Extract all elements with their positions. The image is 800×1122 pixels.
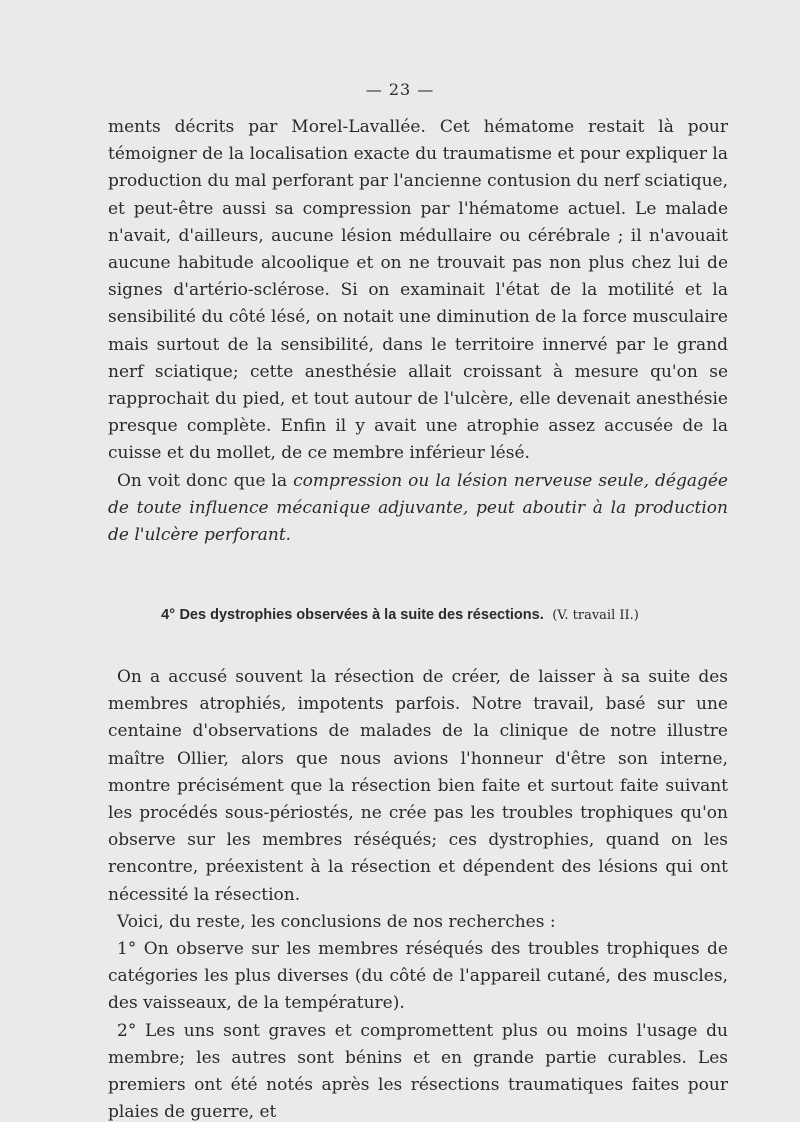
paragraph: On a accusé souvent la résection de créer, de laisser à sa suite des membres atrophiés, impotents parfois. Notre travail, basé sur une centaine d'observations de malades de la clinique de notre illustre maître Ollier, alors que nous avions l'honneur d'être son interne, montre précisément que la résection bien faite et surtout faite suivant les procédés sous-périostés, ne crée pas les troubles trophiques qu'on observe sur les membres réséqués; ces dystrophies, quand on les rencontre, préexistent à la résection et dépendent des lésions qui ont nécessité la résection.	[108, 667, 728, 905]
italic-emphasis: compression ou la lésion nerveuse seule, dégagée de toute influence mécanique adjuvante, peut aboutir à la production de l'ulcère perforant.	[108, 470, 728, 546]
paragraph: 1° On observe sur les membres réséqués des troubles trophiques de catégories les plus diverses (du côté de l'appareil cutané, des muscles, des vaisseaux, de la température).	[108, 939, 728, 1014]
section-number: 4°	[161, 607, 175, 623]
paragraph: Voici, du reste, les conclusions de nos recherches :	[117, 911, 556, 932]
text-block-bottom	[108, 664, 728, 1122]
paragraph: 2° Les uns sont graves et compromettent plus ou moins l'usage du membre; les autres sont bénins et en grande partie curables. Les premiers ont été notés après les résections traumatiques faites pour plaies de guerre, et	[108, 1020, 728, 1122]
section-title: Des dystrophies observées à la suite des résections.	[179, 607, 544, 623]
paragraph: ments décrits par Morel-Lavallée. Cet hématome restait là pour témoigner de la localisation exacte du traumatisme et pour expliquer la production du mal perforant par l'ancienne contusion du nerf sciatique, et peut-être aussi sa compression par l'hématome actuel. Le malade n'avait, d'ailleurs, aucune lésion médullaire ou cérébrale ; il n'avouait aucune habitude alcoolique et on ne trouvait pas non plus chez lui de signes d'artério-sclérose. Si on examinait l'état de la motilité et la sensibilité du côté lésé, on notait une diminution de la force musculaire mais surtout de la sensibilité, dans le territoire innervé par le grand nerf sciatique; cette anesthésie allait croissant à mesure qu'on se rapprochait du pied, et tout autour de l'ulcère, elle devenait anesthésie presque complète. Enfin il y avait une atrophie assez accusée de la cuisse et du mollet, de ce membre inférieur lésé.	[108, 117, 728, 464]
section-reference: (V. travail II.)	[552, 608, 639, 623]
paragraph-conclusion	[108, 468, 728, 550]
paragraph-lead: On voit donc que la	[117, 470, 294, 491]
text-block-top	[108, 114, 728, 549]
section-heading	[0, 607, 800, 623]
page-number: — 23 —	[365, 80, 435, 99]
